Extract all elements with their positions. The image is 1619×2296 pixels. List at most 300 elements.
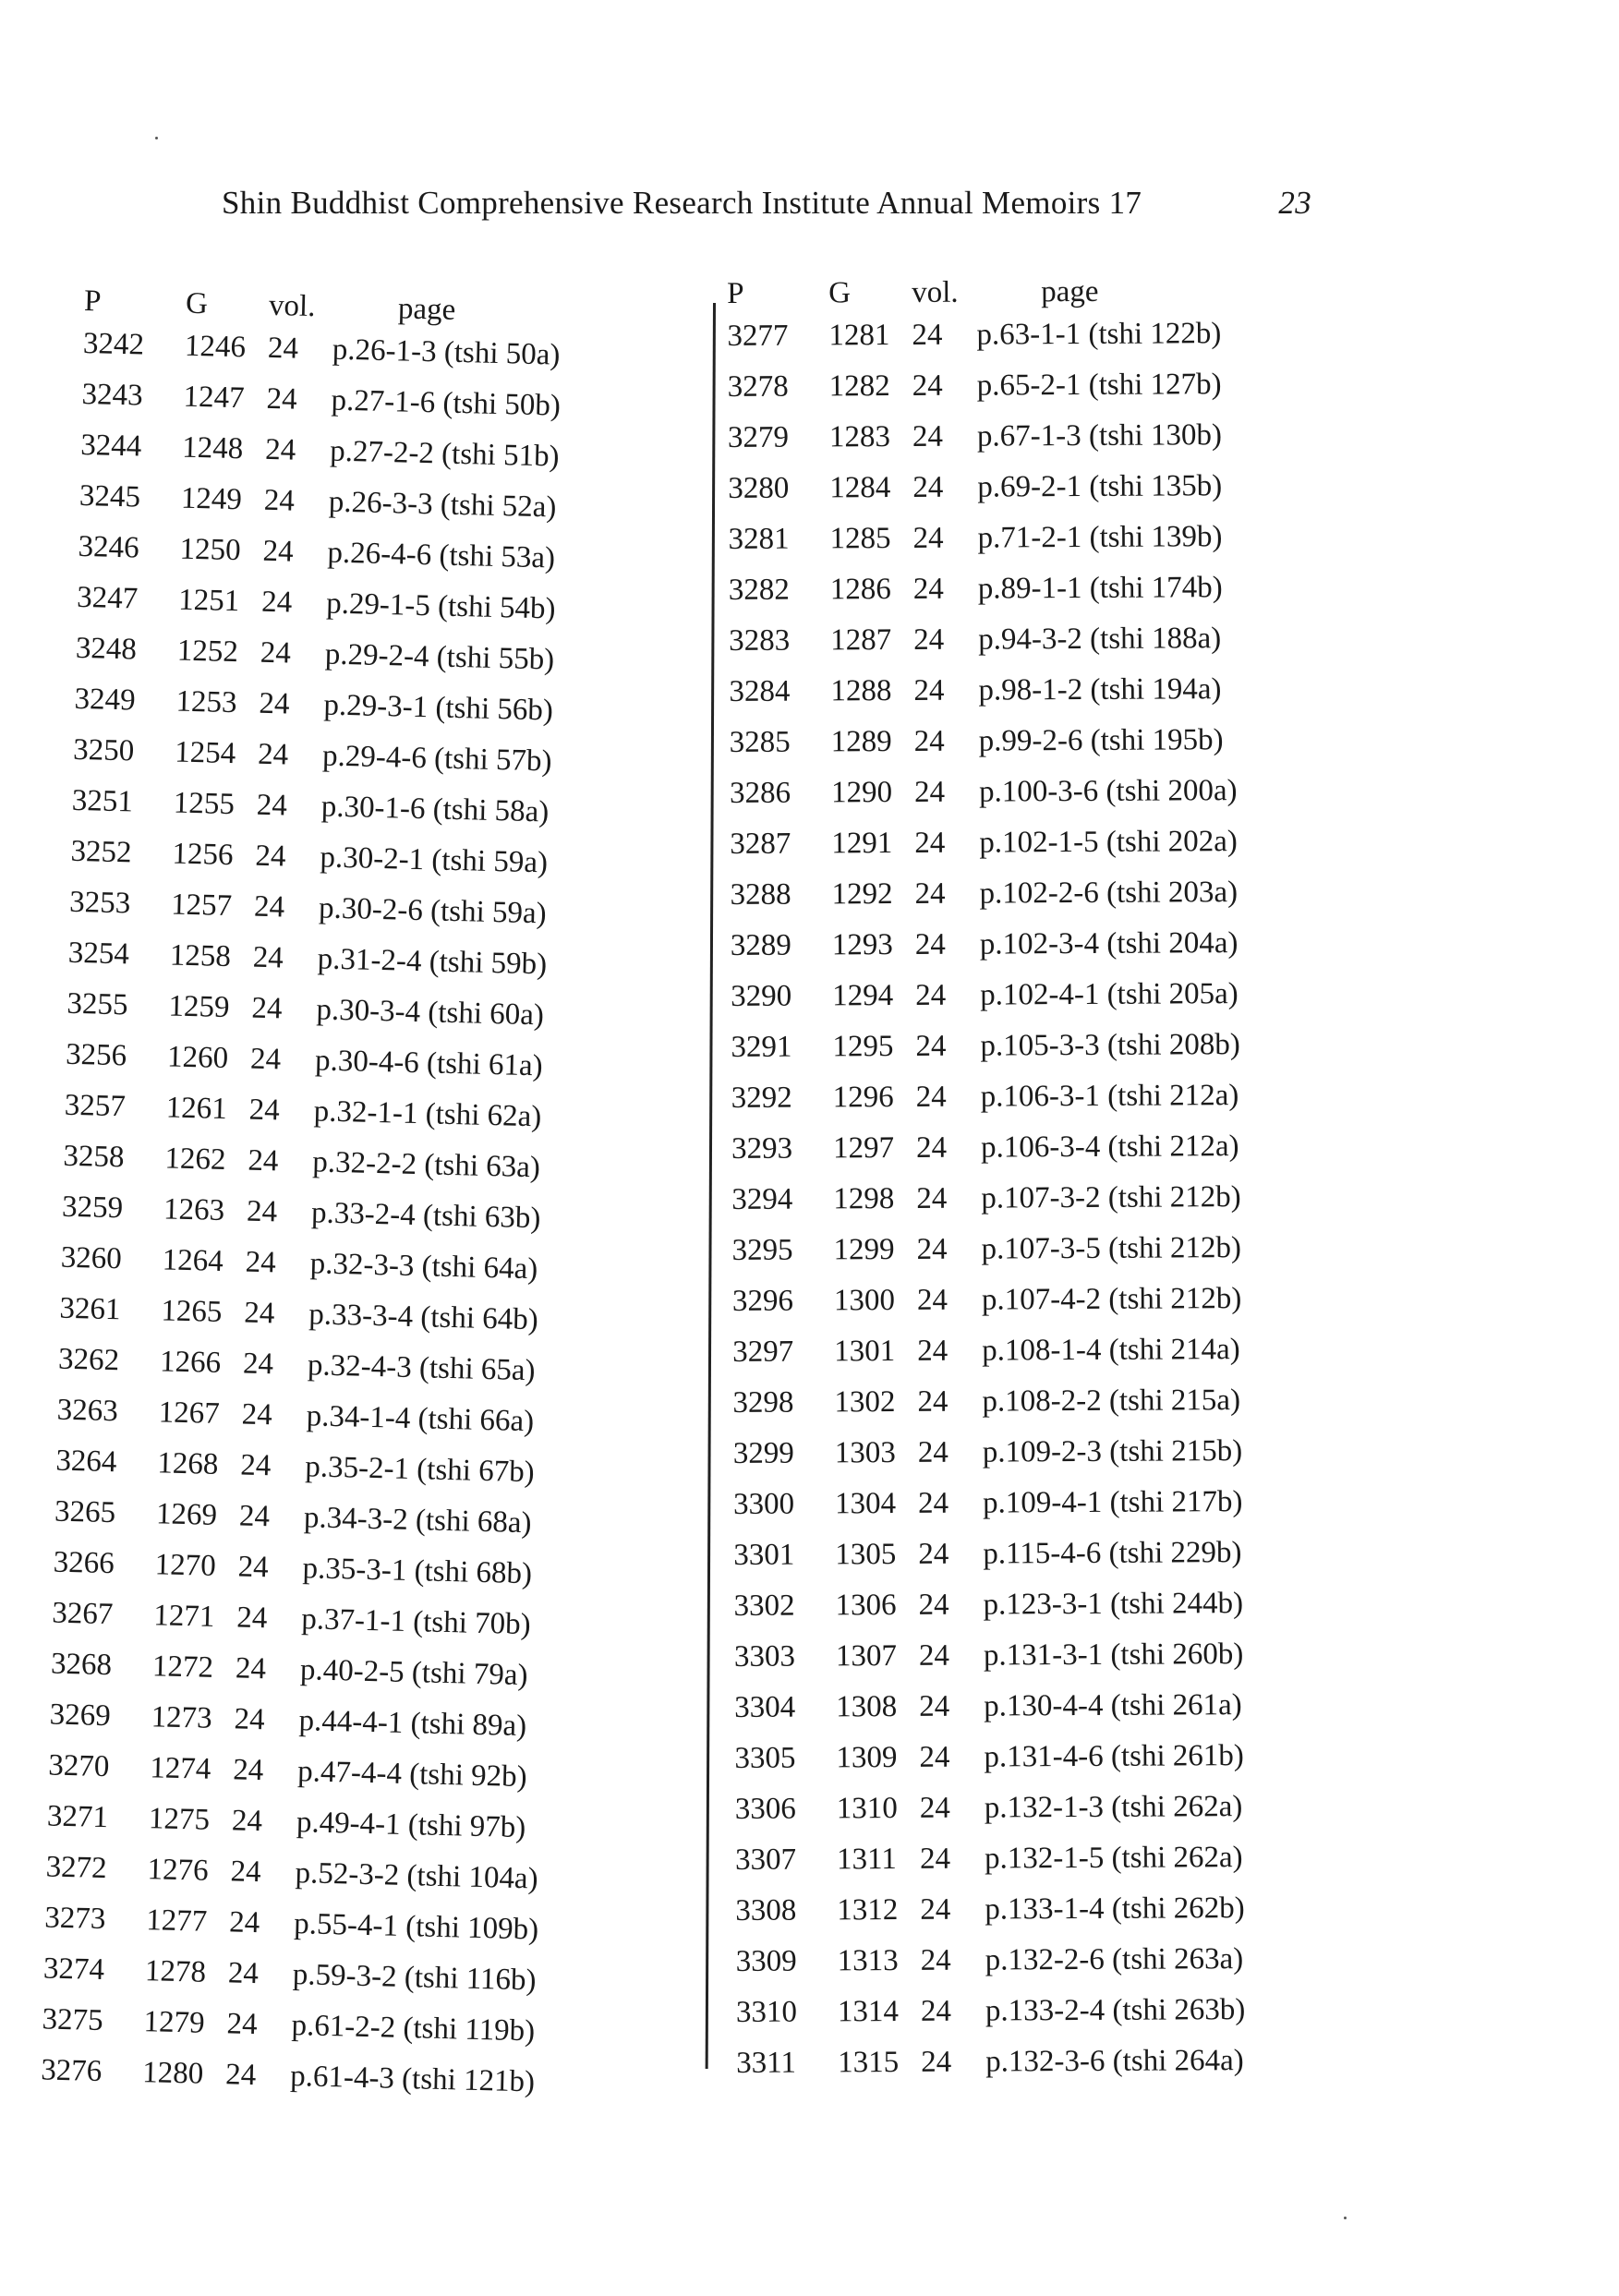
cell-g: 1296	[832, 1081, 894, 1115]
cell-page: p.27-2-2 (tshi 51b)	[329, 434, 560, 474]
column-header-g: G	[185, 286, 209, 321]
cell-g: 1253	[175, 684, 237, 720]
cell-g: 1286	[829, 573, 891, 607]
cell-p: 3301	[733, 1538, 795, 1572]
cell-page: p.40-2-5 (tshi 79a)	[299, 1653, 528, 1693]
cell-vol: 24	[919, 1791, 950, 1825]
cell-p: 3281	[728, 522, 790, 556]
cell-p: 3284	[729, 674, 791, 708]
cell-vol: 24	[917, 1384, 948, 1419]
cell-page: p.26-4-6 (tshi 53a)	[327, 536, 556, 575]
table-row	[731, 1019, 1395, 1073]
cell-page: p.32-4-3 (tshi 65a)	[307, 1348, 536, 1388]
cell-g: 1285	[829, 522, 891, 556]
cell-p: 3248	[75, 631, 138, 667]
cell-page: p.131-4-6 (tshi 261b)	[984, 1739, 1244, 1774]
cell-g: 1251	[177, 583, 240, 619]
cell-p: 3264	[54, 1444, 117, 1480]
cell-vol: 24	[251, 991, 283, 1026]
cell-vol: 24	[912, 572, 944, 606]
cell-page: p.29-3-1 (tshi 56b)	[323, 688, 554, 728]
table-row	[730, 714, 1395, 768]
page-number: 23	[1278, 185, 1311, 221]
cell-vol: 24	[262, 534, 294, 569]
cell-p: 3310	[735, 1995, 798, 2029]
cell-page: p.44-4-1 (tshi 89a)	[298, 1704, 527, 1744]
cell-page: p.105-3-3 (tshi 208b)	[980, 1028, 1240, 1063]
cell-vol: 24	[916, 1283, 948, 1317]
cell-page: p.132-2-6 (tshi 263a)	[985, 1942, 1244, 1977]
cell-page: p.102-1-5 (tshi 202a)	[979, 825, 1238, 860]
column-header-vol: vol.	[912, 275, 959, 309]
cell-vol: 24	[246, 1194, 278, 1229]
table-row	[736, 1933, 1401, 1988]
cell-vol: 24	[252, 940, 284, 975]
table-row	[730, 765, 1395, 819]
table-row	[731, 917, 1395, 972]
cell-p: 3283	[729, 623, 791, 658]
cell-page: p.32-1-1 (tshi 62a)	[313, 1094, 542, 1134]
cell-page: p.59-3-2 (tshi 116b)	[292, 1958, 537, 1998]
cell-page: p.67-1-3 (tshi 130b)	[976, 418, 1222, 453]
cell-page: p.108-2-2 (tshi 215a)	[982, 1384, 1241, 1419]
cell-page: p.32-2-2 (tshi 63a)	[311, 1145, 541, 1185]
cell-vol: 24	[266, 381, 298, 417]
cell-g: 1303	[834, 1436, 896, 1470]
cell-p: 3309	[735, 1944, 797, 1978]
cell-g: 1246	[184, 329, 247, 365]
cell-vol: 24	[248, 1093, 281, 1128]
cell-g: 1252	[176, 634, 239, 670]
cell-p: 3267	[51, 1596, 114, 1632]
table-row	[734, 1628, 1399, 1683]
right-column-header	[727, 257, 1392, 311]
cell-vol: 24	[913, 775, 946, 809]
cell-p: 3255	[66, 986, 128, 1022]
cell-page: p.26-1-3 (tshi 50a)	[332, 332, 561, 372]
scan-speck	[1344, 2217, 1347, 2219]
cell-vol: 24	[917, 1435, 948, 1469]
cell-g: 1271	[152, 1599, 215, 1634]
cell-g: 1309	[836, 1741, 898, 1775]
cell-g: 1308	[836, 1690, 898, 1724]
cell-p: 3262	[57, 1342, 120, 1378]
cell-p: 3287	[730, 827, 791, 861]
cell-vol: 24	[238, 1499, 271, 1534]
cell-g: 1294	[832, 979, 894, 1013]
cell-g: 1304	[834, 1487, 897, 1521]
cell-page: p.109-2-3 (tshi 215b)	[982, 1434, 1243, 1469]
table-row	[736, 1984, 1401, 2038]
cell-p: 3244	[79, 428, 142, 464]
cell-vol: 24	[256, 788, 288, 823]
cell-page: p.133-2-4 (tshi 263b)	[985, 1993, 1246, 2028]
cell-g: 1315	[838, 2046, 900, 2080]
cell-vol: 24	[260, 635, 292, 671]
cell-vol: 24	[914, 876, 946, 911]
cell-p: 3277	[727, 319, 789, 353]
table-row	[729, 663, 1394, 718]
cell-vol: 24	[260, 585, 293, 620]
cell-vol: 24	[915, 1029, 947, 1063]
cell-p: 3274	[42, 1952, 105, 1988]
cell-p: 3308	[735, 1893, 797, 1927]
cell-vol: 24	[247, 1143, 279, 1178]
cell-vol: 24	[243, 1296, 275, 1331]
cell-vol: 24	[232, 1753, 264, 1788]
cell-g: 1311	[836, 1843, 897, 1877]
table-row	[735, 1831, 1400, 1886]
cell-g: 1250	[179, 532, 242, 568]
cell-page: p.29-1-5 (tshi 54b)	[325, 586, 556, 626]
cell-p: 3263	[56, 1393, 119, 1429]
cell-vol: 24	[912, 318, 943, 352]
cell-vol: 24	[921, 2045, 952, 2079]
column-header-page: page	[397, 292, 456, 327]
table-row	[729, 562, 1394, 616]
cell-p: 3250	[72, 732, 135, 768]
cell-page: p.107-3-5 (tshi 212b)	[981, 1231, 1242, 1266]
cell-p: 3289	[730, 928, 791, 962]
right-column-table	[727, 257, 1401, 2089]
cell-page: p.61-2-2 (tshi 119b)	[291, 2009, 536, 2048]
cell-p: 3303	[733, 1639, 796, 1674]
cell-page: p.130-4-4 (tshi 261a)	[984, 1688, 1242, 1723]
cell-page: p.69-2-1 (tshi 135b)	[977, 469, 1223, 504]
cell-g: 1299	[833, 1233, 895, 1267]
cell-g: 1264	[162, 1243, 224, 1278]
cell-p: 3268	[50, 1647, 113, 1683]
cell-g: 1307	[835, 1639, 898, 1674]
table-row	[727, 308, 1392, 362]
cell-page: p.30-1-6 (tshi 58a)	[320, 790, 550, 829]
cell-p: 3266	[53, 1545, 115, 1581]
cell-g: 1269	[155, 1497, 218, 1532]
cell-vol: 24	[912, 521, 944, 555]
cell-p: 3298	[732, 1385, 794, 1420]
cell-p: 3306	[734, 1792, 796, 1826]
column-header-vol: vol.	[268, 288, 316, 324]
cell-page: p.106-3-1 (tshi 212a)	[980, 1079, 1239, 1114]
cell-g: 1259	[168, 989, 230, 1025]
cell-g: 1290	[830, 776, 893, 810]
cell-p: 3249	[74, 682, 137, 718]
cell-p: 3242	[82, 326, 145, 362]
cell-p: 3247	[76, 580, 139, 616]
cell-page: p.65-2-1 (tshi 127b)	[976, 368, 1222, 403]
cell-p: 3269	[49, 1698, 112, 1734]
cell-page: p.99-2-6 (tshi 195b)	[978, 723, 1224, 758]
cell-page: p.47-4-4 (tshi 92b)	[296, 1755, 528, 1795]
journal-title: Shin Buddhist Comprehensive Research Institute Annual Memoirs 17	[222, 185, 1142, 221]
cell-p: 3275	[42, 2002, 104, 2038]
cell-vol: 24	[263, 483, 296, 518]
table-row	[733, 1476, 1398, 1530]
cell-vol: 24	[259, 686, 290, 721]
cell-vol: 24	[916, 1181, 948, 1215]
table-row	[733, 1577, 1398, 1632]
cell-vol: 24	[913, 673, 945, 707]
table-row	[732, 1323, 1397, 1378]
cell-g: 1312	[837, 1893, 899, 1927]
column-header-p: P	[83, 284, 102, 319]
cell-page: p.63-1-1 (tshi 122b)	[976, 317, 1222, 352]
table-row	[731, 1120, 1396, 1175]
running-header	[222, 185, 1311, 222]
cell-page: p.94-3-2 (tshi 188a)	[978, 622, 1222, 657]
cell-page: p.106-3-4 (tshi 212a)	[980, 1130, 1239, 1165]
cell-page: p.132-1-3 (tshi 262a)	[984, 1790, 1243, 1825]
cell-g: 1292	[831, 877, 893, 912]
cell-page: p.30-4-6 (tshi 61a)	[314, 1044, 544, 1083]
cell-p: 3270	[47, 1748, 110, 1784]
cell-vol: 24	[917, 1334, 948, 1368]
cell-vol: 24	[255, 839, 286, 874]
cell-vol: 24	[264, 432, 296, 467]
cell-vol: 24	[253, 889, 285, 924]
table-row	[728, 409, 1393, 464]
table-row	[735, 1781, 1400, 1835]
cell-page: p.109-4-1 (tshi 217b)	[982, 1485, 1243, 1520]
cell-vol: 24	[920, 1994, 952, 2028]
cell-vol: 24	[919, 1842, 951, 1876]
table-row	[734, 1679, 1399, 1734]
cell-vol: 24	[912, 470, 944, 504]
cell-page: p.37-1-1 (tshi 70b)	[300, 1602, 532, 1642]
cell-vol: 24	[267, 331, 299, 366]
table-row	[733, 1527, 1398, 1581]
cell-g: 1276	[147, 1853, 210, 1888]
cell-g: 1288	[830, 674, 892, 708]
cell-g: 1284	[829, 471, 891, 505]
cell-p: 3279	[727, 420, 790, 454]
cell-g: 1260	[166, 1040, 229, 1076]
cell-vol: 24	[918, 1588, 949, 1622]
cell-g: 1275	[148, 1802, 211, 1837]
cell-g: 1282	[828, 369, 890, 404]
cell-g: 1274	[149, 1751, 211, 1786]
cell-page: p.34-3-2 (tshi 68a)	[303, 1501, 532, 1541]
cell-page: p.29-4-6 (tshi 57b)	[321, 739, 552, 779]
cell-page: p.123-3-1 (tshi 244b)	[983, 1587, 1244, 1622]
cell-vol: 24	[918, 1638, 950, 1673]
cell-g: 1277	[145, 1903, 208, 1939]
cell-vol: 24	[257, 737, 289, 772]
cell-page: p.30-2-6 (tshi 59a)	[318, 891, 548, 931]
cell-vol: 24	[237, 1550, 270, 1585]
cell-g: 1302	[834, 1385, 896, 1420]
cell-p: 3296	[731, 1284, 793, 1318]
table-row	[732, 1273, 1397, 1327]
cell-g: 1257	[170, 888, 233, 924]
cell-p: 3258	[63, 1139, 125, 1175]
cell-vol: 24	[236, 1601, 268, 1636]
cell-vol: 24	[239, 1448, 272, 1483]
table-row	[736, 2035, 1401, 2089]
cell-page: p.108-1-4 (tshi 214a)	[982, 1333, 1240, 1368]
cell-g: 1279	[143, 2005, 206, 2040]
cell-p: 3259	[61, 1190, 124, 1226]
cell-page: p.31-2-4 (tshi 59b)	[317, 942, 548, 982]
cell-page: p.89-1-1 (tshi 174b)	[977, 571, 1223, 606]
cell-g: 1293	[831, 928, 893, 962]
cell-page: p.61-4-3 (tshi 121b)	[289, 2060, 536, 2099]
cell-p: 3285	[729, 725, 791, 759]
column-header-p: P	[727, 276, 744, 310]
cell-page: p.33-2-4 (tshi 63b)	[310, 1196, 541, 1236]
cell-vol: 24	[231, 1804, 263, 1839]
cell-page: p.98-1-2 (tshi 194a)	[978, 672, 1222, 707]
cell-g: 1262	[164, 1142, 226, 1178]
cell-p: 3307	[734, 1843, 797, 1877]
cell-p: 3257	[64, 1088, 127, 1124]
table-row	[731, 1171, 1396, 1226]
cell-p: 3272	[45, 1850, 108, 1886]
cell-p: 3256	[65, 1037, 127, 1073]
cell-p: 3273	[43, 1901, 106, 1937]
cell-g: 1254	[174, 735, 236, 771]
cell-vol: 24	[249, 1042, 282, 1077]
cell-page: p.29-2-4 (tshi 55b)	[324, 637, 555, 677]
cell-g: 1310	[836, 1792, 898, 1826]
table-row	[730, 866, 1395, 921]
cell-vol: 24	[912, 369, 943, 403]
cell-vol: 24	[919, 1740, 950, 1774]
cell-page: p.34-1-4 (tshi 66a)	[306, 1399, 535, 1439]
table-row	[729, 612, 1394, 667]
table-row	[728, 358, 1393, 413]
cell-p: 3288	[730, 877, 791, 912]
cell-page: p.102-2-6 (tshi 203a)	[979, 876, 1238, 911]
cell-g: 1266	[159, 1345, 222, 1380]
cell-p: 3246	[78, 529, 140, 565]
cell-vol: 24	[918, 1537, 949, 1571]
cell-vol: 24	[915, 1080, 947, 1114]
cell-g: 1281	[828, 319, 890, 353]
table-row	[733, 1425, 1398, 1480]
table-row	[735, 1882, 1400, 1937]
cell-page: p.107-3-2 (tshi 212b)	[981, 1180, 1241, 1215]
cell-p: 3286	[729, 776, 791, 810]
cell-p: 3302	[733, 1589, 795, 1623]
cell-page: p.100-3-6 (tshi 200a)	[978, 774, 1238, 809]
cell-vol: 24	[915, 1130, 948, 1165]
cell-g: 1273	[151, 1700, 213, 1735]
cell-g: 1247	[183, 380, 246, 416]
cell-page: p.71-2-1 (tshi 139b)	[977, 520, 1223, 555]
cell-vol: 24	[224, 2058, 257, 2093]
scan-speck	[155, 137, 158, 139]
cell-g: 1297	[832, 1131, 895, 1166]
cell-p: 3276	[40, 2053, 103, 2089]
cell-g: 1263	[163, 1192, 225, 1227]
cell-g: 1278	[144, 1954, 207, 1989]
cell-page: p.55-4-1 (tshi 109b)	[293, 1907, 539, 1947]
cell-p: 3245	[79, 478, 141, 514]
cell-page: p.49-4-1 (tshi 97b)	[296, 1806, 526, 1845]
cell-g: 1272	[151, 1649, 214, 1685]
table-row	[731, 1069, 1396, 1124]
cell-p: 3251	[71, 783, 134, 819]
table-row	[728, 511, 1393, 565]
cell-p: 3265	[54, 1494, 116, 1530]
cell-g: 1301	[834, 1335, 896, 1369]
cell-vol: 24	[915, 978, 947, 1012]
cell-p: 3293	[731, 1131, 793, 1166]
cell-p: 3291	[731, 1030, 792, 1064]
cell-page: p.33-3-4 (tshi 64b)	[308, 1298, 539, 1337]
cell-page: p.107-4-2 (tshi 212b)	[981, 1282, 1242, 1317]
cell-p: 3299	[732, 1436, 794, 1470]
cell-g: 1306	[835, 1589, 897, 1623]
cell-vol: 24	[913, 622, 945, 657]
cell-vol: 24	[241, 1397, 273, 1432]
cell-p: 3297	[732, 1335, 794, 1369]
cell-page: p.115-4-6 (tshi 229b)	[983, 1536, 1242, 1571]
cell-vol: 24	[912, 419, 944, 453]
cell-page: p.26-3-3 (tshi 52a)	[328, 485, 557, 525]
cell-p: 3300	[732, 1487, 795, 1521]
cell-vol: 24	[226, 2007, 259, 2042]
table-row	[730, 816, 1395, 870]
cell-g: 1314	[837, 1995, 900, 2029]
cell-vol: 24	[916, 1232, 948, 1266]
table-row	[731, 968, 1395, 1022]
cell-p: 3271	[46, 1799, 109, 1835]
cell-g: 1305	[835, 1538, 897, 1572]
cell-page: p.30-2-1 (tshi 59a)	[320, 840, 549, 880]
cell-vol: 24	[245, 1245, 277, 1280]
cell-g: 1248	[181, 430, 244, 466]
cell-vol: 24	[235, 1651, 267, 1686]
right-rows	[727, 308, 1401, 2089]
column-header-page: page	[1041, 274, 1099, 309]
cell-p: 3260	[60, 1240, 123, 1276]
cell-g: 1256	[172, 837, 234, 873]
cell-page: p.102-4-1 (tshi 205a)	[980, 977, 1238, 1012]
cell-p: 3278	[727, 369, 789, 404]
cell-p: 3252	[70, 834, 132, 870]
cell-page: p.52-3-2 (tshi 104a)	[295, 1856, 539, 1896]
cell-page: p.132-3-6 (tshi 264a)	[985, 2044, 1244, 2079]
cell-vol: 24	[234, 1702, 266, 1737]
cell-p: 3282	[728, 573, 790, 607]
cell-p: 3294	[731, 1182, 793, 1216]
cell-vol: 24	[228, 1905, 260, 1940]
cell-page: p.30-3-4 (tshi 60a)	[316, 993, 545, 1033]
cell-g: 1298	[833, 1182, 895, 1216]
table-row	[732, 1374, 1397, 1429]
cell-vol: 24	[920, 1892, 951, 1927]
table-row	[731, 1222, 1396, 1276]
cell-g: 1300	[833, 1284, 895, 1318]
cell-vol: 24	[914, 826, 946, 860]
left-column-table	[41, 268, 750, 2112]
cell-page: p.132-1-5 (tshi 262a)	[984, 1841, 1243, 1876]
cell-p: 3243	[81, 377, 144, 413]
cell-g: 1255	[173, 786, 236, 822]
cell-vol: 24	[919, 1689, 950, 1723]
cell-vol: 24	[914, 927, 946, 961]
cell-g: 1313	[837, 1944, 899, 1978]
cell-p: 3280	[728, 471, 790, 505]
cell-p: 3295	[731, 1233, 793, 1267]
cell-p: 3305	[734, 1741, 796, 1775]
cell-g: 1295	[832, 1030, 894, 1064]
cell-g: 1287	[830, 623, 892, 658]
cell-p: 3254	[67, 936, 130, 972]
cell-p: 3253	[68, 885, 131, 921]
